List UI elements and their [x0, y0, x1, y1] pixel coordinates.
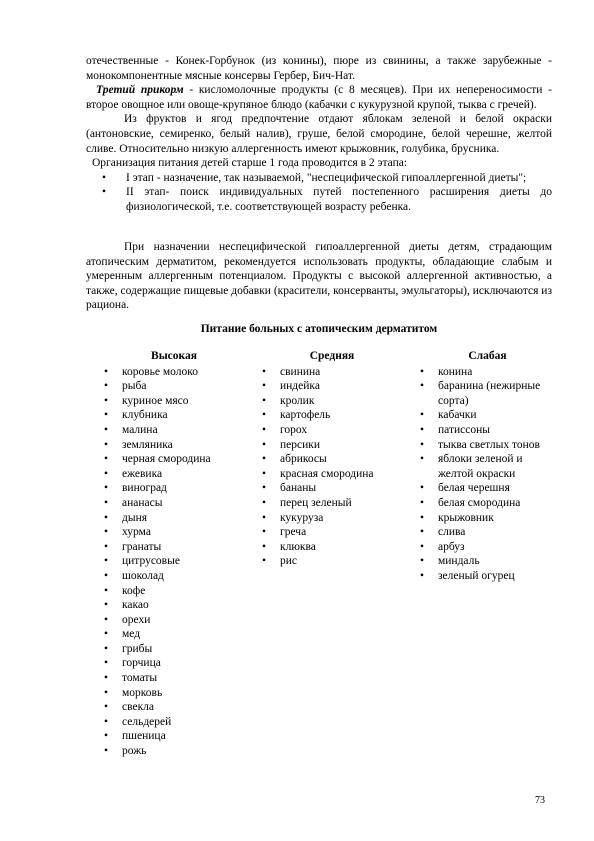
list-item: • патиссоны — [420, 423, 555, 438]
list-item: • I этап - назначение, так называемой, "неспецифической гипоаллергенной диеты"; — [86, 171, 552, 186]
body-text — [86, 54, 552, 215]
list-item: • перец зеленый — [262, 496, 402, 511]
list-item: • какао — [104, 598, 244, 613]
column-header: Средняя — [309, 350, 355, 362]
list-item: • красная смородина — [262, 467, 402, 482]
list-item: • кофе — [104, 584, 244, 599]
list-item: • зеленый огурец — [420, 569, 555, 584]
list-item: • персики — [262, 438, 402, 453]
list-item: • арбуз — [420, 540, 555, 555]
medium-allergen-list — [262, 365, 402, 569]
list-item: • кролик — [262, 394, 402, 409]
list-item: • бананы — [262, 481, 402, 496]
column-header: Высокая — [151, 350, 197, 362]
list-item: • индейка — [262, 379, 402, 394]
list-item: • рис — [262, 554, 402, 569]
list-item: • клубника — [104, 408, 244, 423]
list-item: • горох — [262, 423, 402, 438]
list-item: • орехи — [104, 613, 244, 628]
list-item: • греча — [262, 525, 402, 540]
list-item: • куриное мясо — [104, 394, 244, 409]
list-item: • свекла — [104, 700, 244, 715]
paragraph-infant-food: отечественные - Конек-Горбунок (из конины), пюре из свинины, а также зарубежные - монокомпонентные мясные консервы Гербер, Бич-Нат. — [86, 55, 552, 82]
list-item: • рожь — [104, 744, 244, 759]
list-item: • мед — [104, 627, 244, 642]
paragraph-diet: При назначении неспецифической гипоаллергенной диеты детям, страдающим атопическим дерматитом, рекомендуется использовать продукты, обладающие слабым и умеренным аллергенным потенциалом. Продукты с высокой аллергенной активностью, а также, содержащие пищевые добавки (красители, консерванты, эмульгаторы), исключаются из рациона. — [86, 241, 552, 312]
list-item: • ежевика — [104, 467, 244, 482]
list-item: • цитрусовые — [104, 554, 244, 569]
list-item: • сельдерей — [104, 715, 244, 730]
stages-list — [86, 171, 552, 215]
list-item: • рыба — [104, 379, 244, 394]
list-item: • горчица — [104, 656, 244, 671]
paragraph-third-feeding — [86, 83, 552, 112]
third-feeding-term: Третий прикорм — [96, 84, 184, 97]
body-text-diet — [86, 240, 552, 313]
list-item: • II этап- поиск индивидуальных путей постепенного расширения диеты до физиологической, т.е. соответствующей возрасту ребенка. — [86, 185, 552, 214]
list-item: • малина — [104, 423, 244, 438]
list-item: • абрикосы — [262, 452, 402, 467]
list-item: • виноград — [104, 481, 244, 496]
low-allergen-list — [420, 365, 555, 584]
list-item: • томаты — [104, 671, 244, 686]
list-item: • клюква — [262, 540, 402, 555]
list-item: • ананасы — [104, 496, 244, 511]
list-item: • картофель — [262, 408, 402, 423]
list-item: • свинина — [262, 365, 402, 380]
list-item: • слива — [420, 525, 555, 540]
page-number: 73 — [535, 795, 545, 806]
paragraph-fruits: Из фруктов и ягод предпочтение отдают яблокам зеленой и белой окраски (антоновские, семиренко, белый налив), груше, белой смородине, белой черешне, желтой сливе. Относительно низкую аллергенность имеют крыжовник, голубика, брусника. — [86, 113, 552, 155]
list-item: • земляника — [104, 438, 244, 453]
list-item: • черная смородина — [104, 452, 244, 467]
column-medium — [262, 349, 402, 569]
column-low — [420, 349, 555, 584]
list-item: • коровье молоко — [104, 365, 244, 380]
list-item: • баранина (нежирные сорта) — [420, 379, 555, 408]
list-item: • хурма — [104, 525, 244, 540]
list-item: • яблоки зеленой и желтой окраски — [420, 452, 555, 481]
list-item: • пшеница — [104, 729, 244, 744]
column-high — [104, 349, 244, 759]
paragraph-stages-intro: Организация питания детей старше 1 года проводится в 2 этапа: — [92, 157, 408, 170]
list-item: • кабачки — [420, 408, 555, 423]
list-item: • грибы — [104, 642, 244, 657]
list-item: • белая смородина — [420, 496, 555, 511]
high-allergen-list — [104, 365, 244, 759]
list-item: • гранаты — [104, 540, 244, 555]
list-item: • белая черешня — [420, 481, 555, 496]
list-item: • кукуруза — [262, 511, 402, 526]
column-header: Слабая — [468, 350, 507, 362]
list-item: • конина — [420, 365, 555, 380]
list-item: • дыня — [104, 511, 244, 526]
list-item: • миндаль — [420, 554, 555, 569]
list-item: • крыжовник — [420, 511, 555, 526]
list-item: • шоколад — [104, 569, 244, 584]
third-feeding-text: - кисломолочные продукты (с 8 месяцев). При их непереносимости - второе овощное или овоще-крупяное блюдо (кабачки с кукурузной крупой, тыква с гречей). — [86, 84, 552, 111]
list-item: • тыква светлых тонов — [420, 438, 555, 453]
table-title: Питание больных с атопическим дерматитом — [200, 323, 438, 335]
list-item: • морковь — [104, 686, 244, 701]
